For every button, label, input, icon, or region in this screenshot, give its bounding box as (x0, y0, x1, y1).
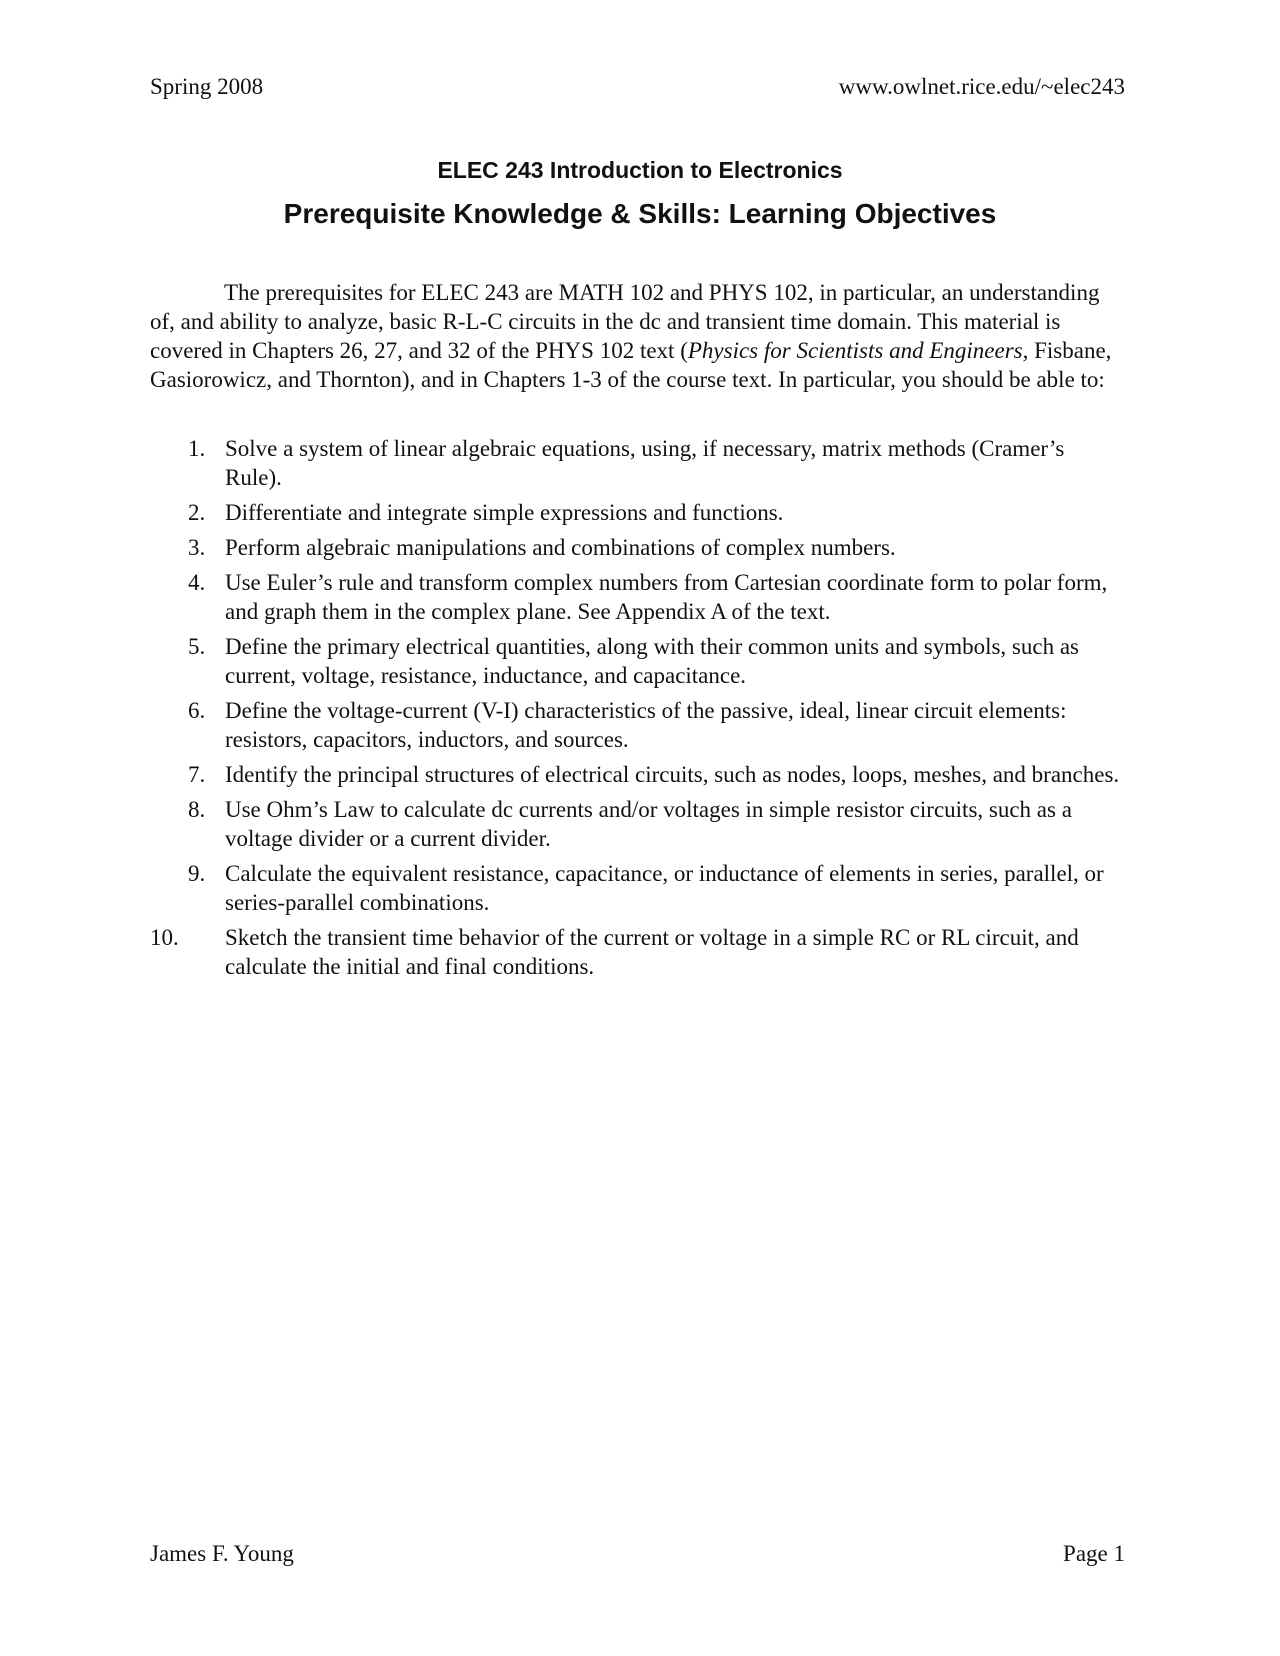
list-item-number: 4. (188, 570, 206, 595)
footer-author: James F. Young (150, 1541, 294, 1566)
document-title: Prerequisite Knowledge & Skills: Learning Objectives (283, 198, 997, 229)
header-semester: Spring 2008 (150, 74, 264, 99)
list-item-text: Define the primary electrical quantities, along with their common units and symbols, such as current, voltage, resistance, inductance, and capacitance. (225, 634, 1079, 688)
list-item-text: Identify the principal structures of electrical circuits, such as nodes, loops, meshes, and branches. (225, 762, 1120, 787)
header-url: www.owlnet.rice.edu/~elec243 (838, 74, 1125, 99)
objectives-list (150, 434, 1125, 987)
list-item (150, 859, 1125, 917)
course-title: ELEC 243 Introduction to Electronics (437, 157, 843, 183)
list-item-number: 10. (150, 925, 179, 950)
list-item-number: 8. (188, 797, 206, 822)
list-item-text: Solve a system of linear algebraic equations, using, if necessary, matrix methods (Cramer’s Rule). (225, 436, 1065, 490)
list-item-number: 3. (188, 535, 206, 560)
list-item-text: Sketch the transient time behavior of the current or voltage in a simple RC or RL circuit, and calculate the initial and final conditions. (225, 925, 1079, 979)
list-item-text: Define the voltage-current (V-I) characteristics of the passive, ideal, linear circuit elements: resistors, capacitors, inductors, and sources. (225, 698, 1067, 752)
list-item-number: 7. (188, 762, 206, 787)
list-item-text: Perform algebraic manipulations and combinations of complex numbers. (225, 535, 896, 560)
intro-paragraph (150, 278, 1125, 394)
intro-book-title: Physics for Scientists and Engineers, (687, 338, 1029, 363)
list-item-text: Calculate the equivalent resistance, capacitance, or inductance of elements in series, parallel, or series-parallel combinations. (225, 861, 1104, 915)
intro-text-2: Fisbane, Gasiorowicz, and Thornton), and in Chapters 1-3 of the course text. In particular, you should be able to: (150, 338, 1112, 392)
list-item (150, 760, 1125, 789)
list-item (150, 696, 1125, 754)
list-item (150, 795, 1125, 853)
list-item (150, 632, 1125, 690)
list-item (150, 923, 1125, 981)
list-item-text: Use Euler’s rule and transform complex numbers from Cartesian coordinate form to polar form, and graph them in the complex plane. See Appendix A of the text. (225, 570, 1108, 624)
list-item (150, 533, 1125, 562)
list-item (150, 434, 1125, 492)
list-item-text: Use Ohm’s Law to calculate dc currents and/or voltages in simple resistor circuits, such as a voltage divider or a current divider. (225, 797, 1072, 851)
list-item-number: 2. (188, 500, 206, 525)
list-item-number: 1. (188, 436, 206, 461)
footer-page-number: Page 1 (1063, 1541, 1125, 1566)
list-item (150, 498, 1125, 527)
list-item-number: 6. (188, 698, 206, 723)
intro-text-1: The prerequisites for ELEC 243 are MATH 102 and PHYS 102, in particular, an understanding of, and ability to analyze, basic R-L-C circuits in the dc and transient time domain. This material is covered in Chapters 26, 27, and 32 of the PHYS 102 text ( (150, 280, 1100, 363)
list-item-number: 5. (188, 634, 206, 659)
page-header (150, 73, 1125, 101)
list-item-text: Differentiate and integrate simple expressions and functions. (225, 500, 784, 525)
page-footer (150, 1540, 1125, 1568)
list-item (150, 568, 1125, 626)
list-item-number: 9. (188, 861, 206, 886)
